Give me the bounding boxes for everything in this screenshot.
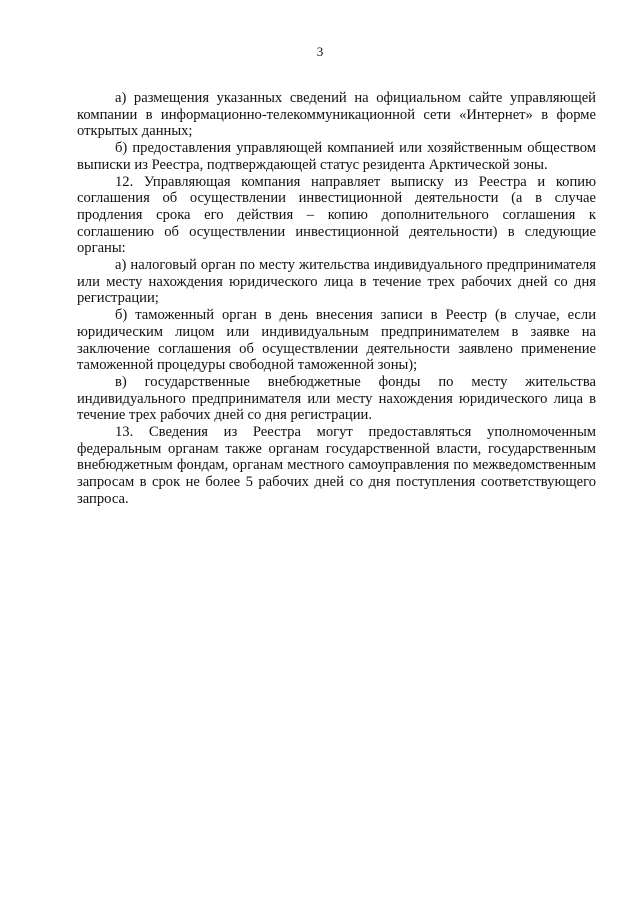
paragraph-clause-12: 12. Управляющая компания направляет выписку из Реестра и копию соглашения об осуществлении инвестиционной деятельности (а в случае продления срока его действия – копию дополнительного соглашения к соглашению об осуществлении инвестиционной деятельности) в следующие органы: (77, 173, 596, 257)
paragraph-item-b-extract: б) предоставления управляющей компанией или хозяйственным обществом выписки из Реестра, подтверждающей статус резидента Арктической зоны. (77, 140, 596, 173)
page-number: 3 (316, 44, 324, 59)
paragraph-item-a-tax-authority: а) налоговый орган по месту жительства индивидуального предпринимателя или месту нахождения юридического лица в течение трех рабочих дней со дня регистрации; (77, 257, 596, 307)
paragraph-item-c-extrabudgetary-funds: в) государственные внебюджетные фонды по месту жительства индивидуального предпринимателя или месту нахождения юридического лица в течение трех рабочих дней со дня регистрации. (77, 373, 596, 424)
paragraph-item-b-customs-authority: б) таможенный орган в день внесения записи в Реестр (в случае, если юридическим лицом или индивидуальным предпринимателем в заявке на заключение соглашения об осуществлении деятельности заявлено применение таможенной процедуры свободной таможенной зоны); (77, 307, 596, 374)
paragraph-clause-13: 13. Сведения из Реестра могут предоставляться уполномоченным федеральным органам также органам государственной власти, государственным внебюджетным фондам, органам местного самоуправления по межведомственным запросам в срок не более 5 рабочих дней со дня поступления соответствующего запроса. (77, 424, 596, 507)
document-body (77, 90, 596, 508)
paragraph-item-a-publication: а) размещения указанных сведений на официальном сайте управляющей компании в информационно-телекоммуникационной сети «Интернет» в форме открытых данных; (77, 90, 596, 140)
